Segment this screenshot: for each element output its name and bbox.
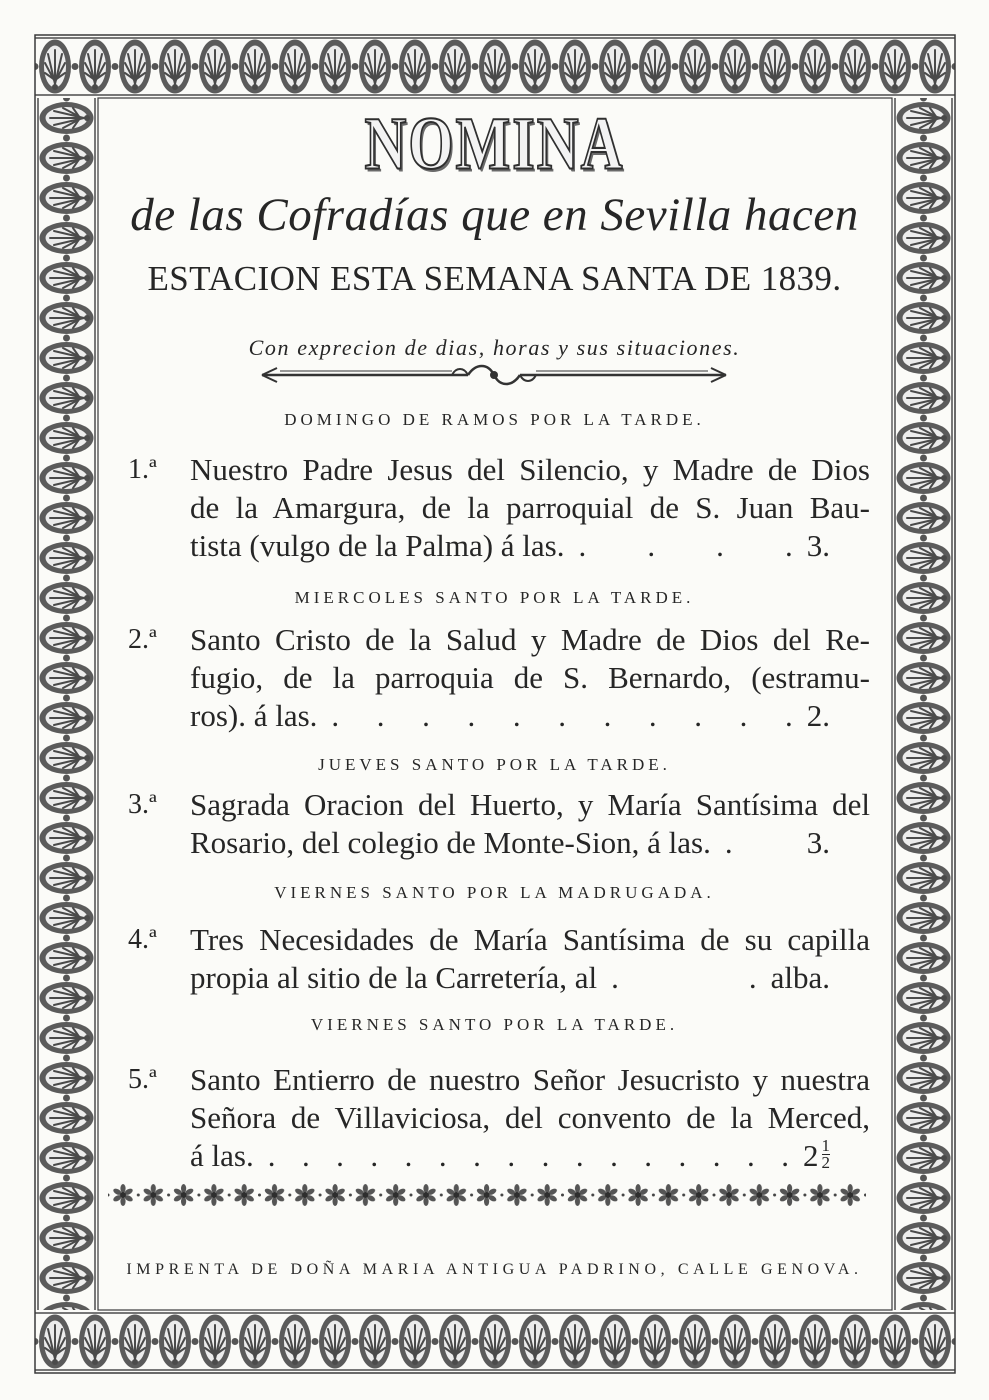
entry-line: Santo Entierro de nuestro Señor Jesucristo y nuestra [190, 1062, 870, 1097]
fraction-denominator: 2 [821, 1153, 830, 1173]
procession-entry [128, 1061, 870, 1181]
subtitle-year: ESTACION ESTA SEMANA SANTA DE 1839. [147, 259, 842, 298]
dot-leader: . . . . [578, 528, 793, 563]
entry-text [190, 921, 870, 997]
section-heading: VIERNES SANTO POR LA TARDE. [310, 1015, 679, 1034]
entry-number: 4.ª [128, 924, 157, 955]
entry-line: Sagrada Oracion del Huerto, y María Santísima del [190, 787, 870, 822]
entry-last-line [190, 697, 870, 735]
departure-time: alba. [770, 960, 830, 995]
printer-imprint: IMPRENTA DE DOÑA MARIA ANTIGUA PADRINO, CALLE GENOVA. [126, 1261, 863, 1278]
entry-line: Tres Necesidades de María Santísima de su capilla [190, 922, 870, 957]
entry-text [190, 1061, 870, 1175]
section-heading: VIERNES SANTO POR LA MADRUGADA. [274, 883, 715, 902]
section-heading: DOMINGO DE RAMOS POR LA TARDE. [284, 410, 705, 429]
entry-last-text: Rosario, del colegio de Monte-Sion, á las. [190, 825, 711, 860]
section-heading: JUEVES SANTO POR LA TARDE. [318, 755, 671, 774]
entry-text [190, 786, 870, 862]
entry-line: Santo Cristo de la Salud y Madre de Dios del Re- [190, 622, 870, 657]
page-title [0, 101, 989, 186]
dot-leader: . . . . . . . . . . . [331, 698, 793, 733]
dot-leader: . [724, 825, 733, 860]
explanatory-note: Con exprecion de dias, horas y sus situaciones. [248, 335, 741, 360]
entry-text [190, 451, 870, 565]
departure-time [803, 1137, 830, 1175]
entry-number: 2.ª [128, 624, 157, 655]
entry-last-text: propia al sitio de la Carretería, al [190, 960, 598, 995]
time-fraction [822, 1138, 831, 1171]
entry-number: 3.ª [128, 789, 157, 820]
departure-time: 3. [806, 528, 830, 563]
title-text: NOMINA [364, 101, 625, 186]
departure-time: 2. [806, 698, 830, 733]
fraction-numerator: 1 [821, 1136, 830, 1156]
subtitle: de las Cofradías que en Sevilla hacen [130, 189, 859, 241]
section-heading: MIERCOLES SANTO POR LA TARDE. [294, 588, 695, 607]
entry-last-line [190, 959, 870, 997]
border-band-bottom [35, 1310, 955, 1373]
ornamental-divider [262, 366, 726, 384]
entry-line: fugio, de la parroquia de S. Bernardo, (estramu- [190, 660, 870, 695]
departure-time-whole: 2 [803, 1138, 819, 1173]
entry-last-line [190, 527, 870, 565]
entry-number: 1.ª [128, 454, 157, 485]
border-band-top [35, 35, 955, 98]
entry-last-line [190, 1137, 870, 1175]
departure-time: 3. [806, 825, 830, 860]
procession-entry [128, 621, 870, 741]
entry-line: Señora de Villaviciosa, del convento de la Merced, [190, 1100, 870, 1135]
procession-entry [128, 451, 870, 571]
entry-number: 5.ª [128, 1064, 157, 1095]
entry-last-line [190, 824, 870, 862]
dot-leader: . . [611, 960, 757, 995]
entry-last-text: ros). á las. [190, 698, 318, 733]
entry-text [190, 621, 870, 735]
entry-line: Nuestro Padre Jesus del Silencio, y Madre de Dios [190, 452, 870, 487]
entry-last-text: tista (vulgo de la Palma) á las. [190, 528, 565, 563]
entry-last-text: á las. [190, 1138, 254, 1173]
dot-leader: . . . . . . . . . . . . . . . . [267, 1138, 789, 1173]
floral-ornament-row [108, 1182, 866, 1208]
entry-line: de la Amargura, de la parroquial de S. Juan Bau- [190, 490, 870, 525]
